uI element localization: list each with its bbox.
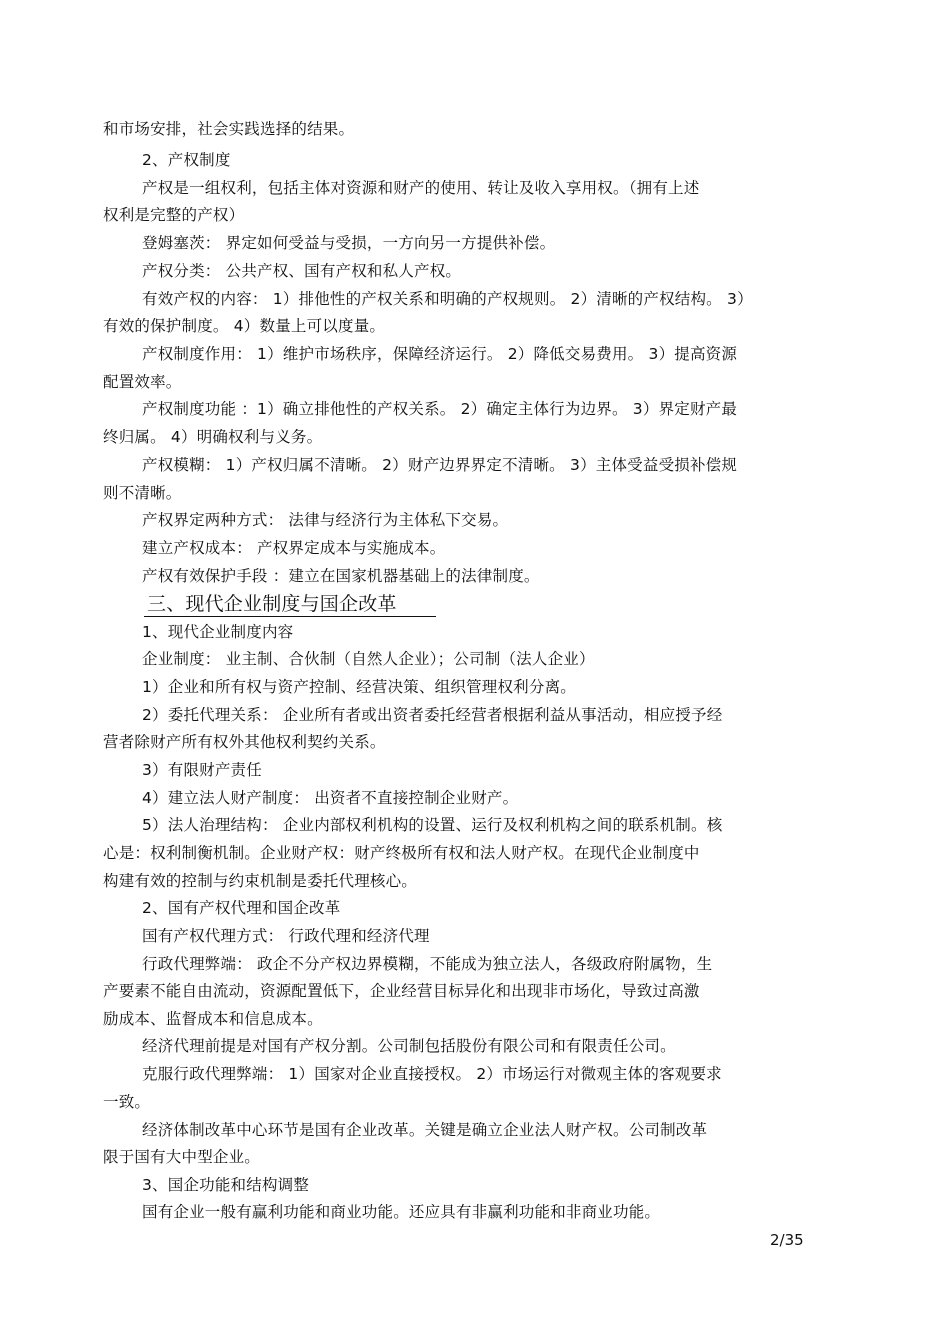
section-heading: 三、现代企业制度与国企改革	[147, 593, 397, 615]
text-line: 克服行政代理弊端： 1）国家对企业直接授权。 2）市场运行对微观主体的客观要求	[142, 1065, 722, 1083]
text-line: 和市场安排，社会实践选择的结果。	[103, 120, 355, 138]
text-line: 5）法人治理结构： 企业内部权利机构的设置、运行及权利机构之间的联系机制。核	[142, 816, 723, 834]
text-line: 产权制度功能 ：1）确立排他性的产权关系。 2）确定主体行为边界。 3）界定财产最	[142, 400, 738, 418]
text-line: 企业制度： 业主制、合伙制（自然人企业）；公司制（法人企业）	[142, 650, 595, 668]
text-line: 产权分类： 公共产权、国有产权和私人产权。	[142, 262, 462, 280]
text-line: 产权制度作用： 1）维护市场秩序，保障经济运行。 2）降低交易费用。 3）提高资源	[142, 345, 738, 363]
text-line: 1、现代企业制度内容	[142, 623, 294, 641]
text-line: 配置效率。	[103, 373, 182, 391]
heading-underline	[144, 616, 436, 617]
text-line: 国有产权代理方式： 行政代理和经济代理	[142, 927, 430, 945]
text-line: 营者除财产所有权外其他权利契约关系。	[103, 733, 386, 751]
text-line: 4）建立法人财产制度： 出资者不直接控制企业财产。	[142, 789, 519, 807]
text-line: 1）企业和所有权与资产控制、经营决策、组织管理权利分离。	[142, 678, 576, 696]
text-line: 构建有效的控制与约束机制是委托代理核心。	[103, 872, 418, 890]
text-line: 有效产权的内容： 1）排他性的产权关系和明确的产权规则。 2）清晰的产权结构。 3）	[142, 290, 753, 308]
text-line: 经济体制改革中心环节是国有企业改革。关键是确立企业法人财产权。公司制改革	[142, 1121, 708, 1139]
text-line: 权利是完整的产权）	[103, 206, 245, 224]
text-line: 2）委托代理关系： 企业所有者或出资者委托经营者根据利益从事活动，相应授予经	[142, 706, 723, 724]
text-line: 终归属。 4）明确权利与义务。	[103, 428, 323, 446]
page-number: 2/35	[770, 1231, 804, 1249]
text-line: 一致。	[103, 1093, 151, 1111]
text-line: 产权模糊： 1）产权归属不清晰。 2）财产边界界定不清晰。 3）主体受益受损补偿规	[142, 456, 738, 474]
text-line: 产权有效保护手段 ：建立在国家机器基础上的法律制度。	[142, 567, 540, 585]
text-line: 产权是一组权利，包括主体对资源和财产的使用、转让及收入享用权。（拥有上述	[142, 179, 700, 197]
text-line: 建立产权成本： 产权界定成本与实施成本。	[142, 539, 446, 557]
text-line: 2、国有产权代理和国企改革	[142, 899, 341, 917]
text-line: 心是：权利制衡机制。企业财产权：财产终极所有权和法人财产权。在现代企业制度中	[103, 844, 700, 862]
text-line: 产要素不能自由流动，资源配置低下，企业经营目标异化和出现非市场化，导致过高激	[103, 982, 700, 1000]
text-line: 经济代理前提是对国有产权分割。公司制包括股份有限公司和有限责任公司。	[142, 1037, 676, 1055]
text-line: 限于国有大中型企业。	[103, 1148, 261, 1166]
text-line: 2、产权制度	[142, 151, 231, 169]
text-line: 励成本、监督成本和信息成本。	[103, 1010, 323, 1028]
text-line: 国有企业一般有赢利功能和商业功能。还应具有非赢利功能和非商业功能。	[142, 1203, 661, 1221]
text-line: 登姆塞茨： 界定如何受益与受损，一方向另一方提供补偿。	[142, 234, 556, 252]
text-line: 有效的保护制度。 4）数量上可以度量。	[103, 317, 386, 335]
text-line: 3、国企功能和结构调整	[142, 1176, 310, 1194]
text-line: 则不清晰。	[103, 484, 182, 502]
text-line: 行政代理弊端： 政企不分产权边界模糊，不能成为独立法人，各级政府附属物，生	[142, 955, 713, 973]
text-line: 3）有限财产责任	[142, 761, 262, 779]
text-line: 产权界定两种方式： 法律与经济行为主体私下交易。	[142, 511, 509, 529]
